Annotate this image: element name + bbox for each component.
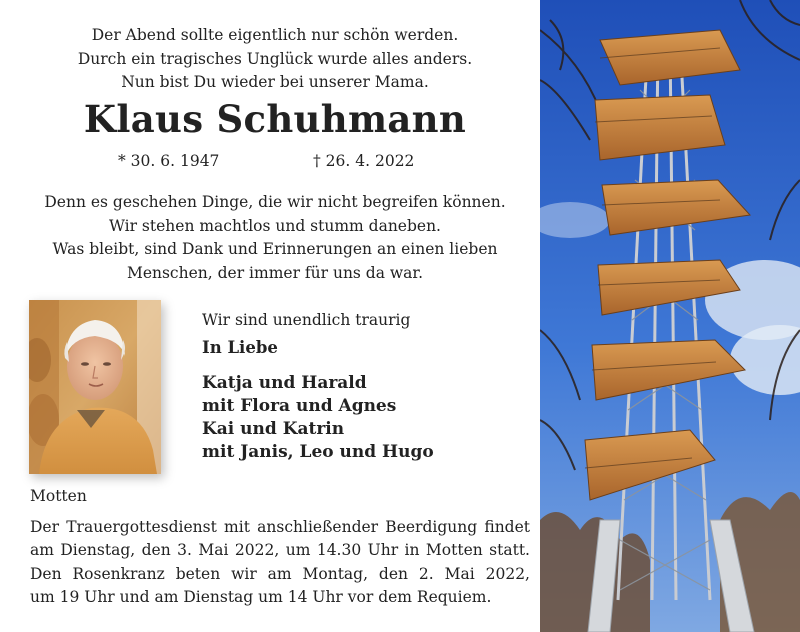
intro-line: Der Abend sollte eigentlich nur schön werden.	[91, 26, 459, 44]
portrait-photo	[29, 300, 161, 474]
service-line: Der Trauergottesdienst mit anschließender Beerdigung findet	[30, 518, 530, 536]
intro-line: Durch ein tragisches Unglück wurde alles anders.	[77, 49, 473, 68]
family-line: Katja und Harald	[202, 373, 367, 393]
quote-line: Denn es geschehen Dinge, die wir nicht begreifen können.	[44, 193, 506, 211]
place-name: Motten	[30, 487, 87, 505]
memorial-quote	[20, 191, 530, 285]
death-date: † 26. 4. 2022	[313, 152, 415, 170]
quote-line: Was bleibt, sind Dank und Erinnerungen an einen lieben	[52, 240, 498, 258]
service-line: am Dienstag, den 3. Mai 2022, um 14.30 Uhr in Motten statt.	[30, 541, 530, 560]
tower-photo	[540, 0, 800, 632]
service-line: Den Rosenkranz beten wir am Montag, den 2. Mai 2022,	[30, 564, 530, 583]
service-line: um 19 Uhr und am Dienstag um 14 Uhr vor dem Requiem.	[30, 587, 492, 606]
intro-line: Nun bist Du wieder bei unserer Mama.	[121, 73, 429, 91]
in-love-label: In Liebe	[202, 338, 278, 357]
deceased-name: Klaus Schuhmann	[83, 97, 467, 141]
family-line: mit Flora und Agnes	[202, 396, 397, 416]
family-names	[202, 372, 532, 464]
intro-verse	[20, 24, 530, 95]
family-line: mit Janis, Leo und Hugo	[202, 442, 434, 462]
birth-date: * 30. 6. 1947	[118, 152, 220, 170]
service-details	[30, 516, 530, 609]
quote-line: Menschen, der immer für uns da war.	[126, 263, 424, 282]
mourning-line: Wir sind unendlich traurig	[202, 311, 411, 329]
family-line: Kai und Katrin	[202, 419, 345, 439]
quote-line: Wir stehen machtlos und stumm daneben.	[108, 216, 441, 235]
